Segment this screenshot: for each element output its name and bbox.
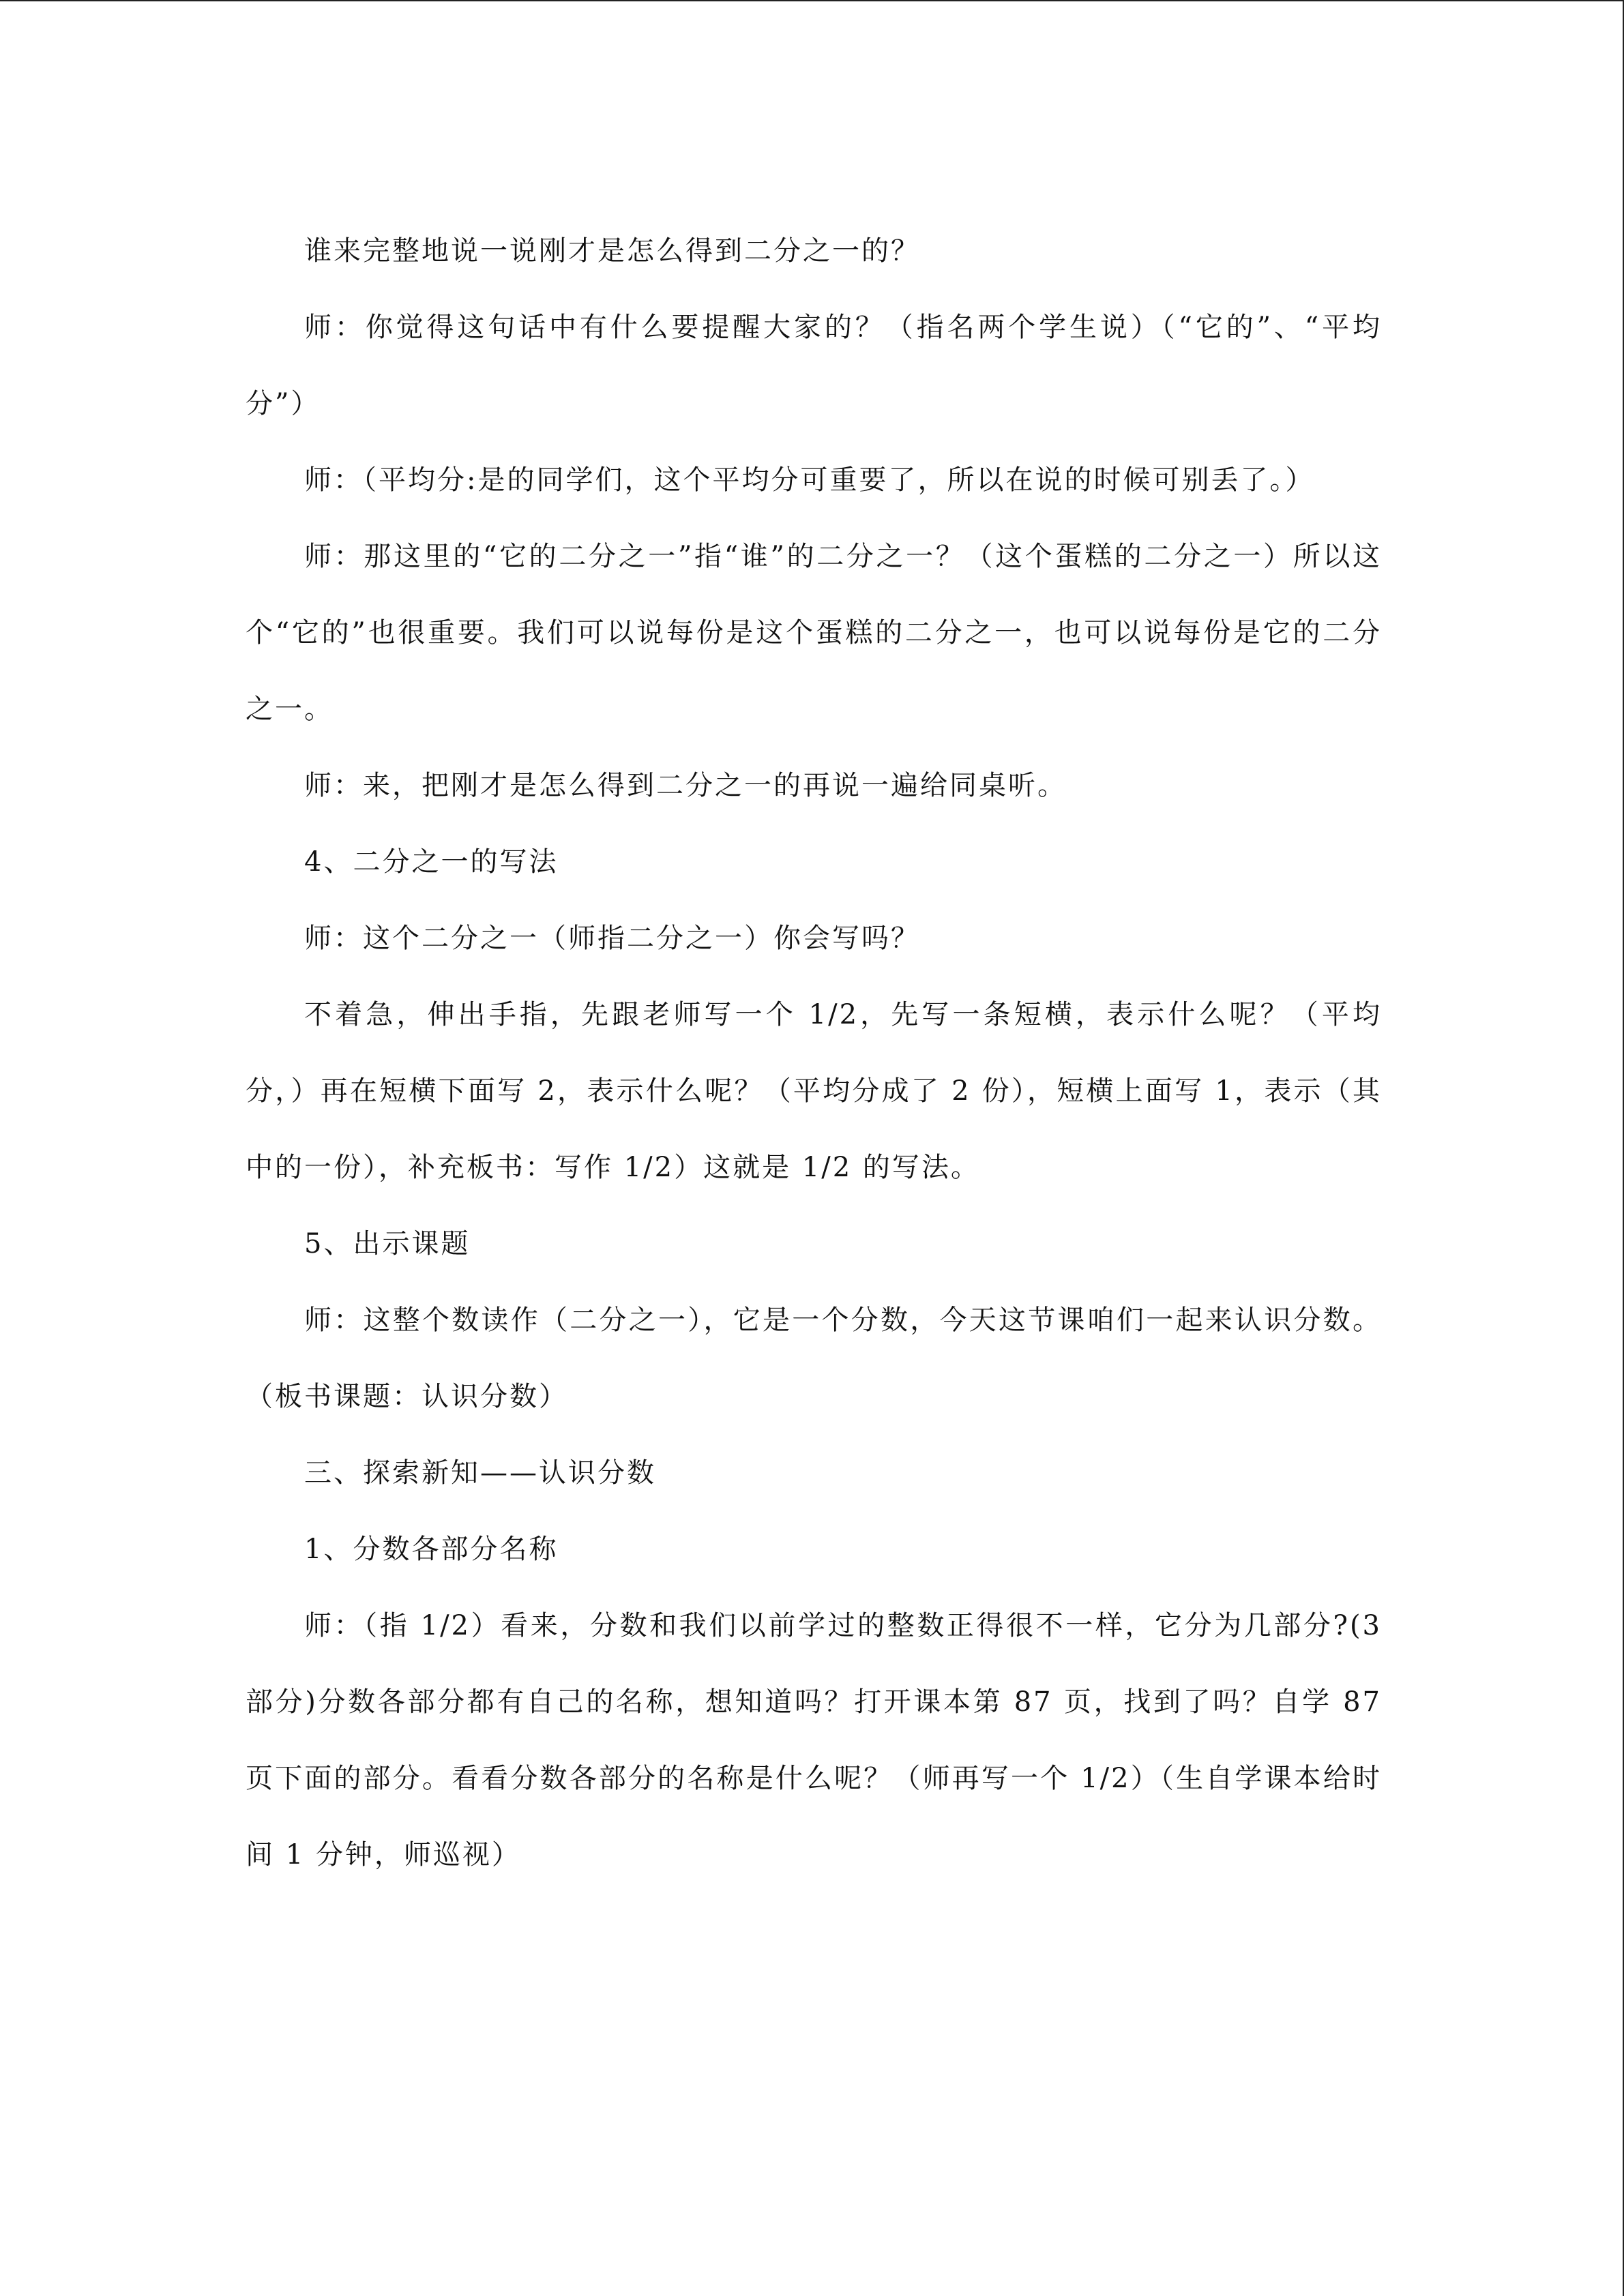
paragraph-3: 师：（平均分:是的同学们，这个平均分可重要了，所以在说的时候可别丢了。） [304, 464, 1315, 496]
section-heading-parts: 1、分数各部分名称 [304, 1534, 559, 1565]
paragraph-1: 谁来完整地说一说刚才是怎么得到二分之一的？ [304, 235, 920, 267]
paragraph-5: 师：来，把刚才是怎么得到二分之一的再说一遍给同桌听。 [304, 770, 1067, 801]
paragraph-8: 不着急，伸出手指，先跟老师写一个 1/2，先写一条短横，表示什么呢？（平均分，）再在短横下面写 2，表示什么呢？（平均分成了 2 份），短横上面写 1，表示（其中的一份），补充板书：写作 1/2）这就是 1/2 的写法。 [246, 999, 1382, 1183]
paragraph-7: 师：这个二分之一（师指二分之一）你会写吗？ [304, 923, 920, 954]
paragraph-2: 师：你觉得这句话中有什么要提醒大家的？（指名两个学生说）（“它的”、“平均分”） [246, 312, 1382, 419]
section-heading-writing: 4、二分之一的写法 [304, 846, 559, 878]
paragraph-13: 师：（指 1/2）看来，分数和我们以前学过的整数正得很不一样，它分为几部分?(3 部分)分数各部分都有自己的名称，想知道吗？打开课本第 87 页，找到了吗？自学 87 页下面的部分。看看分数各部分的名称是什么呢？（师再写一个 1/2）（生自学课本给时间 1 分钟，师巡视） [246, 1610, 1382, 1870]
section-heading-topic: 5、出示课题 [304, 1228, 471, 1259]
document-body [246, 213, 1382, 1893]
section-heading-explore: 三、探索新知——认识分数 [304, 1457, 656, 1489]
paragraph-10: 师：这整个数读作（二分之一），它是一个分数，今天这节课咱们一起来认识分数。（板书课题：认识分数） [246, 1304, 1382, 1412]
paragraph-4: 师：那这里的“它的二分之一”指“谁”的二分之一？（这个蛋糕的二分之一）所以这个“它的”也很重要。我们可以说每份是这个蛋糕的二分之一，也可以说每份是它的二分之一。 [246, 541, 1382, 725]
